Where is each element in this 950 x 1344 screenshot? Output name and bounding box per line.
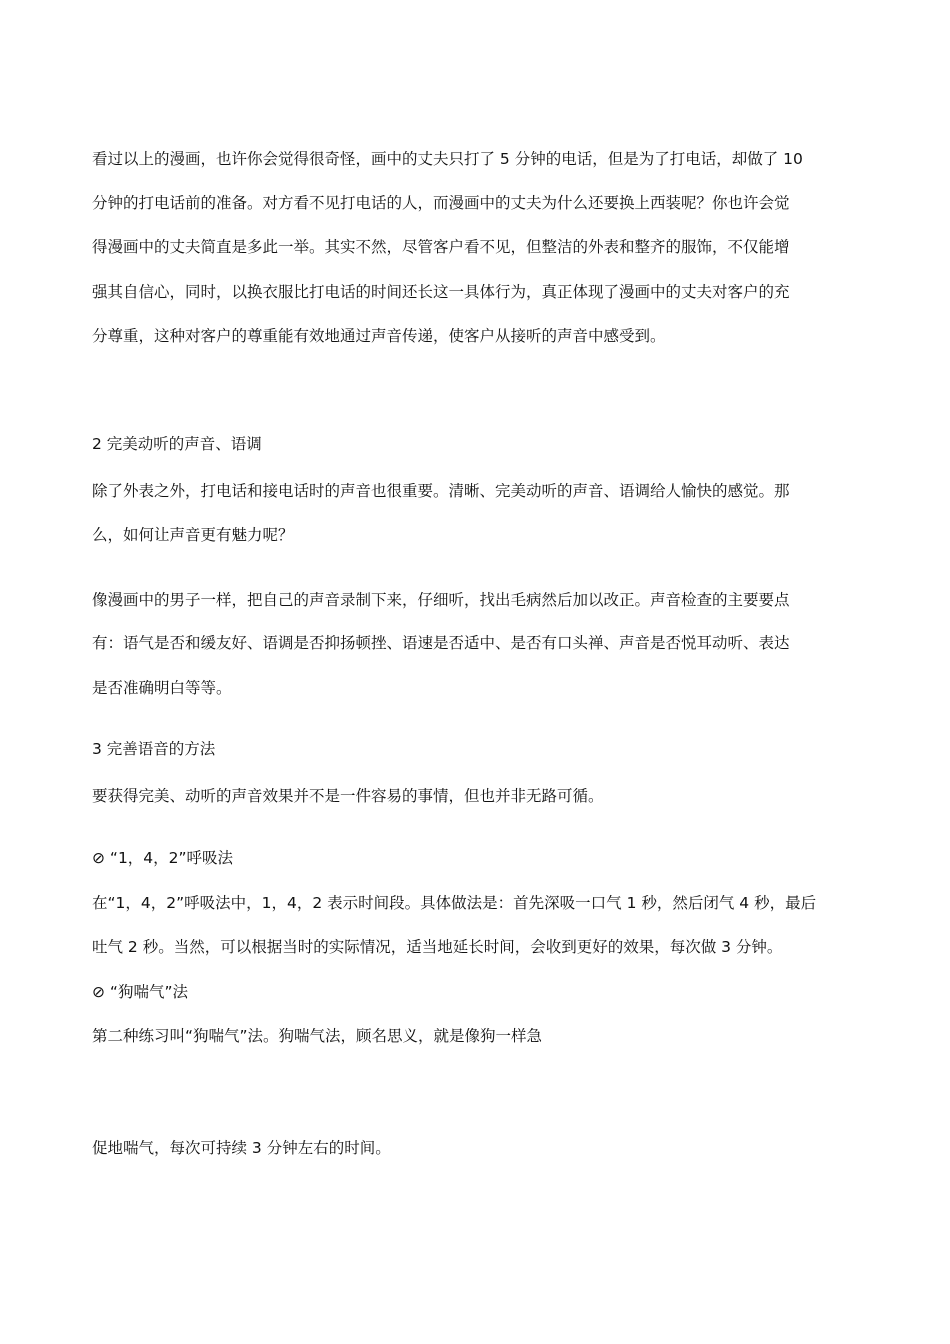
section-3-heading: 3 完善语音的方法 (92, 740, 216, 758)
paragraph-1-line-5: 分尊重，这种对客户的尊重能有效地通过声音传递，使客户从接听的声音中感受到。 (92, 327, 666, 345)
paragraph-1-line-1: 看过以上的漫画，也许你会觉得很奇怪，画中的丈夫只打了 5 分钟的电话，但是为了打电话，却做了 10 (92, 150, 803, 168)
method-1-heading: ⊘ “1，4，2”呼吸法 (92, 849, 234, 867)
method-2-heading: ⊘ “狗喘气”法 (92, 983, 188, 1001)
paragraph-3-line-1: 像漫画中的男子一样，把自己的声音录制下来，仔细听，找出毛病然后加以改正。声音检查的主要要点 (92, 591, 790, 609)
paragraph-1-line-3: 得漫画中的丈夫简直是多此一举。其实不然，尽管客户看不见，但整洁的外表和整齐的服饰，不仅能增 (92, 238, 790, 256)
paragraph-4: 要获得完美、动听的声音效果并不是一件容易的事情，但也并非无路可循。 (92, 787, 604, 805)
paragraph-1-line-4: 强其自信心，同时，以换衣服比打电话的时间还长这一具体行为，真正体现了漫画中的丈夫对客户的充 (92, 283, 790, 301)
paragraph-2-line-1: 除了外表之外，打电话和接电话时的声音也很重要。清晰、完美动听的声音、语调给人愉快的感觉。那 (92, 482, 790, 500)
paragraph-7: 促地喘气，每次可持续 3 分钟左右的时间。 (92, 1139, 391, 1157)
section-2-heading: 2 完美动听的声音、语调 (92, 435, 262, 453)
paragraph-5-line-2: 吐气 2 秒。当然，可以根据当时的实际情况，适当地延长时间，会收到更好的效果，每次做 3 分钟。 (92, 938, 783, 956)
paragraph-2-line-2: 么，如何让声音更有魅力呢？ (92, 526, 294, 544)
paragraph-5-line-1: 在“1，4，2”呼吸法中，1，4，2 表示时间段。具体做法是：首先深吸一口气 1 秒，然后闭气 4 秒，最后 (92, 894, 817, 912)
paragraph-3-line-3: 是否准确明白等等。 (92, 679, 232, 697)
paragraph-3-line-2: 有：语气是否和缓友好、语调是否抑扬顿挫、语速是否适中、是否有口头禅、声音是否悦耳动听、表达 (92, 634, 790, 652)
paragraph-6: 第二种练习叫“狗喘气”法。狗喘气法，顾名思义，就是像狗一样急 (92, 1027, 543, 1045)
paragraph-1-line-2: 分钟的打电话前的准备。对方看不见打电话的人，而漫画中的丈夫为什么还要换上西装呢？你也许会觉 (92, 194, 790, 212)
